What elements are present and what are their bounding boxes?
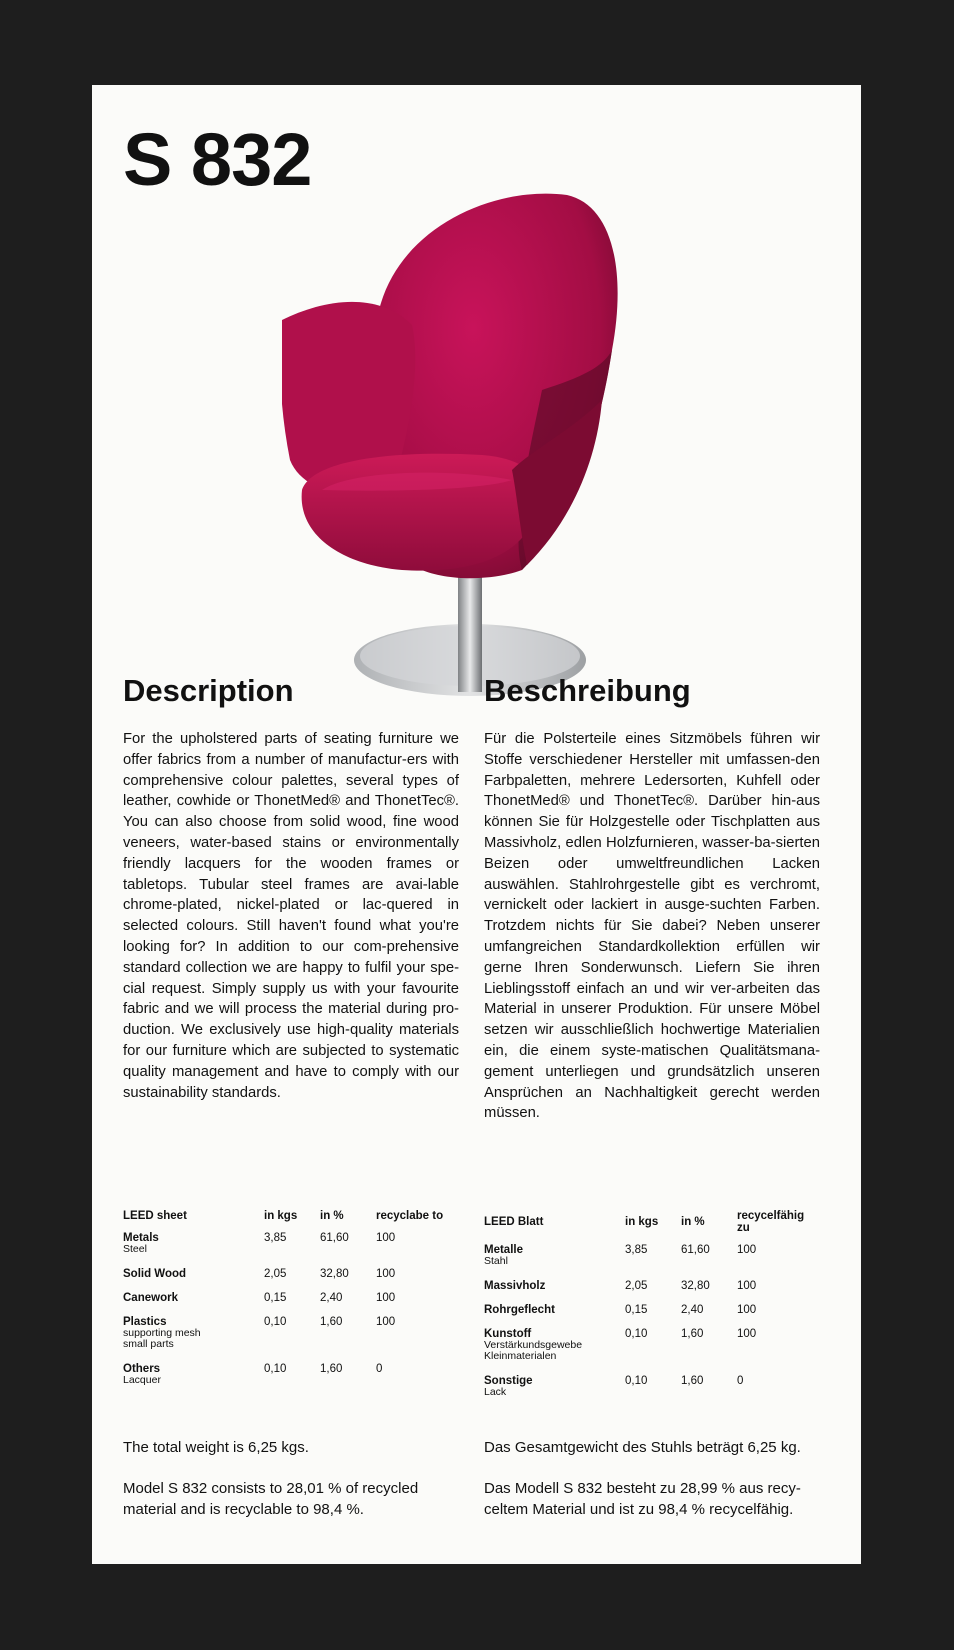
leed-header-row: [123, 1210, 459, 1232]
kgs-cell: 0,10: [625, 1327, 648, 1340]
chair-image: [282, 190, 642, 710]
pct-cell: 1,60: [681, 1327, 704, 1340]
kgs-cell: 2,05: [264, 1267, 287, 1280]
leed-header-recycle: recycelfähig zu: [737, 1210, 805, 1234]
pct-cell: 2,40: [681, 1303, 704, 1316]
leed-header-pct: in %: [320, 1210, 344, 1222]
kgs-cell: 0,15: [264, 1291, 287, 1304]
recycle-cell: 100: [737, 1303, 757, 1316]
leed-header-kgs: in kgs: [625, 1216, 659, 1228]
material-name: Metalle: [484, 1244, 523, 1256]
pct-cell: 32,80: [681, 1279, 710, 1292]
material-cell: [123, 1232, 264, 1268]
recycle-cell: 100: [376, 1232, 396, 1244]
leed-header-row: [484, 1210, 820, 1244]
pct-cell: 1,60: [681, 1374, 704, 1387]
pct-cell: 61,60: [320, 1232, 349, 1244]
material-subtext: Steel: [123, 1243, 147, 1255]
leed-table-en: [123, 1210, 459, 1398]
material-subtext: supporting mesh small parts: [123, 1326, 201, 1350]
table-row: [123, 1316, 459, 1363]
pct-cell: 32,80: [320, 1267, 349, 1280]
material-name: Metals: [123, 1232, 159, 1244]
table-row: [484, 1244, 820, 1280]
table-row: [123, 1363, 459, 1399]
material-cell: [123, 1292, 264, 1316]
table-row: [484, 1280, 820, 1304]
recycle-cell: 100: [376, 1315, 396, 1328]
table-row: [484, 1328, 820, 1375]
material-name: Others: [123, 1362, 161, 1375]
kgs-cell: 0,15: [625, 1303, 648, 1316]
kgs-cell: 2,05: [625, 1279, 648, 1292]
description-body: For the upholstered parts of seating furniture we offer fabrics from a number of manufactur-ers with comprehensive colour palettes, several types of leather, cowhide or ThonetMed® and ThonetTec®. You can also choose from solid wood, fine wood veneers, water-based stains or environmentally friendly lacquers for the wooden frames or tabletops. Tubular steel frames are avai-lable chrome-plated, nickel-plated or lac-quered in selected colours. Still haven't found what you're looking for? In addition to our com-prehensive standard collection we are happy to fulfil your spe-cial request. Simply supply us with your favourite fabric and we will process the material during pro-duction. We exclusively use high-quality materials for our furniture which are subjected to systematic quality management and have to comply with our sustainability standards.: [123, 731, 459, 1101]
material-cell: [484, 1244, 625, 1280]
table-row: [484, 1304, 820, 1328]
material-name: Sonstige: [484, 1374, 533, 1387]
table-row: [123, 1292, 459, 1316]
material-subtext: Lacquer: [123, 1373, 161, 1386]
material-subtext: Verstärkundsgewebe Kleinmaterialen: [484, 1338, 583, 1362]
kgs-cell: 0,10: [264, 1362, 287, 1375]
leed-header-pct: in %: [681, 1216, 705, 1228]
beschreibung-heading: Beschreibung: [484, 673, 691, 708]
kgs-cell: 0,10: [264, 1315, 287, 1328]
leed-header-recycle: recyclabe to: [376, 1210, 444, 1222]
material-cell: [484, 1304, 625, 1328]
beschreibung-body: Für die Polsterteile eines Sitzmöbels führen wir Stoffe verschiedener Hersteller mit umfassen-den Farbpaletten, mehrere Ledersorten, Kuhfell oder ThonetMed® und ThonetTec®. Darüber hin-aus können Sie für Holzgestelle oder Tischplatten aus Massivholz, edlen Holzfurnieren, wasser-ba-sierten Beizen oder umweltfreundlichen Lacken auswählen. Stahlrohrgestelle gibt es verchromt, vernickelt oder lackiert in ausge-suchten Farben. Trotzdem nichts für Sie dabei? Neben unserer umfangreichen Standardkollektion erfüllen wir gerne Ihren Sonderwunsch. Liefern Sie ihren Lieblingsstoff einfach an und wir ver-arbeiten das Material in unserer Produktion. Für unsere Möbel setzen wir ausschließlich hochwertige Materialien ein, die einem syste-matischen Qualitätsmana-gement unterliegen und grundsätzlich unseren Ansprüchen an Nachhaltigkeit gerecht werden müssen.: [484, 731, 820, 1122]
material-cell: [123, 1268, 264, 1292]
material-name: Plastics: [123, 1315, 167, 1328]
material-subtext: Lack: [484, 1385, 507, 1398]
material-name: Kunstoff: [484, 1327, 532, 1340]
recycle-note-de: Das Modell S 832 besteht zu 28,99 % aus recy-celtem Material und ist zu 98,4 % recycelfähig.: [484, 1480, 801, 1518]
recycle-cell: 100: [737, 1279, 757, 1292]
table-row: [123, 1268, 459, 1292]
material-cell: [484, 1375, 625, 1411]
recycle-cell: 100: [737, 1327, 757, 1340]
recycle-cell: 100: [376, 1291, 396, 1304]
total-weight-en: The total weight is 6,25 kgs.: [123, 1439, 309, 1456]
kgs-cell: 3,85: [264, 1232, 287, 1244]
material-cell: [484, 1328, 625, 1375]
recycle-cell: 100: [376, 1267, 396, 1280]
kgs-cell: 0,10: [625, 1374, 648, 1387]
material-name: Rohrgeflecht: [484, 1303, 555, 1316]
pct-cell: 1,60: [320, 1362, 343, 1375]
material-cell: [123, 1316, 264, 1363]
table-row: [484, 1375, 820, 1411]
recycle-cell: 0: [376, 1362, 383, 1375]
total-weight-de: Das Gesamtgewicht des Stuhls beträgt 6,25 kg.: [484, 1439, 801, 1456]
pct-cell: 1,60: [320, 1315, 343, 1328]
material-subtext: Stahl: [484, 1255, 508, 1267]
material-name: Solid Wood: [123, 1267, 187, 1280]
model-title: S 832: [123, 118, 312, 201]
description-heading: Description: [123, 673, 294, 708]
kgs-cell: 3,85: [625, 1244, 648, 1256]
leed-table-de: [484, 1210, 820, 1410]
recycle-note-en: Model S 832 consists to 28,01 % of recycled material and is recyclable to 98,4 %.: [123, 1480, 419, 1518]
material-cell: [123, 1363, 264, 1399]
leed-header-material: LEED Blatt: [484, 1216, 544, 1228]
material-cell: [484, 1280, 625, 1304]
recycle-cell: 0: [737, 1374, 744, 1387]
table-row: [123, 1232, 459, 1268]
material-name: Massivholz: [484, 1279, 546, 1292]
pct-cell: 61,60: [681, 1244, 710, 1256]
product-sheet: [92, 85, 861, 1564]
material-name: Canework: [123, 1291, 178, 1304]
leed-header-kgs: in kgs: [264, 1210, 298, 1222]
recycle-cell: 100: [737, 1244, 757, 1256]
pct-cell: 2,40: [320, 1291, 343, 1304]
leed-header-material: LEED sheet: [123, 1210, 187, 1222]
